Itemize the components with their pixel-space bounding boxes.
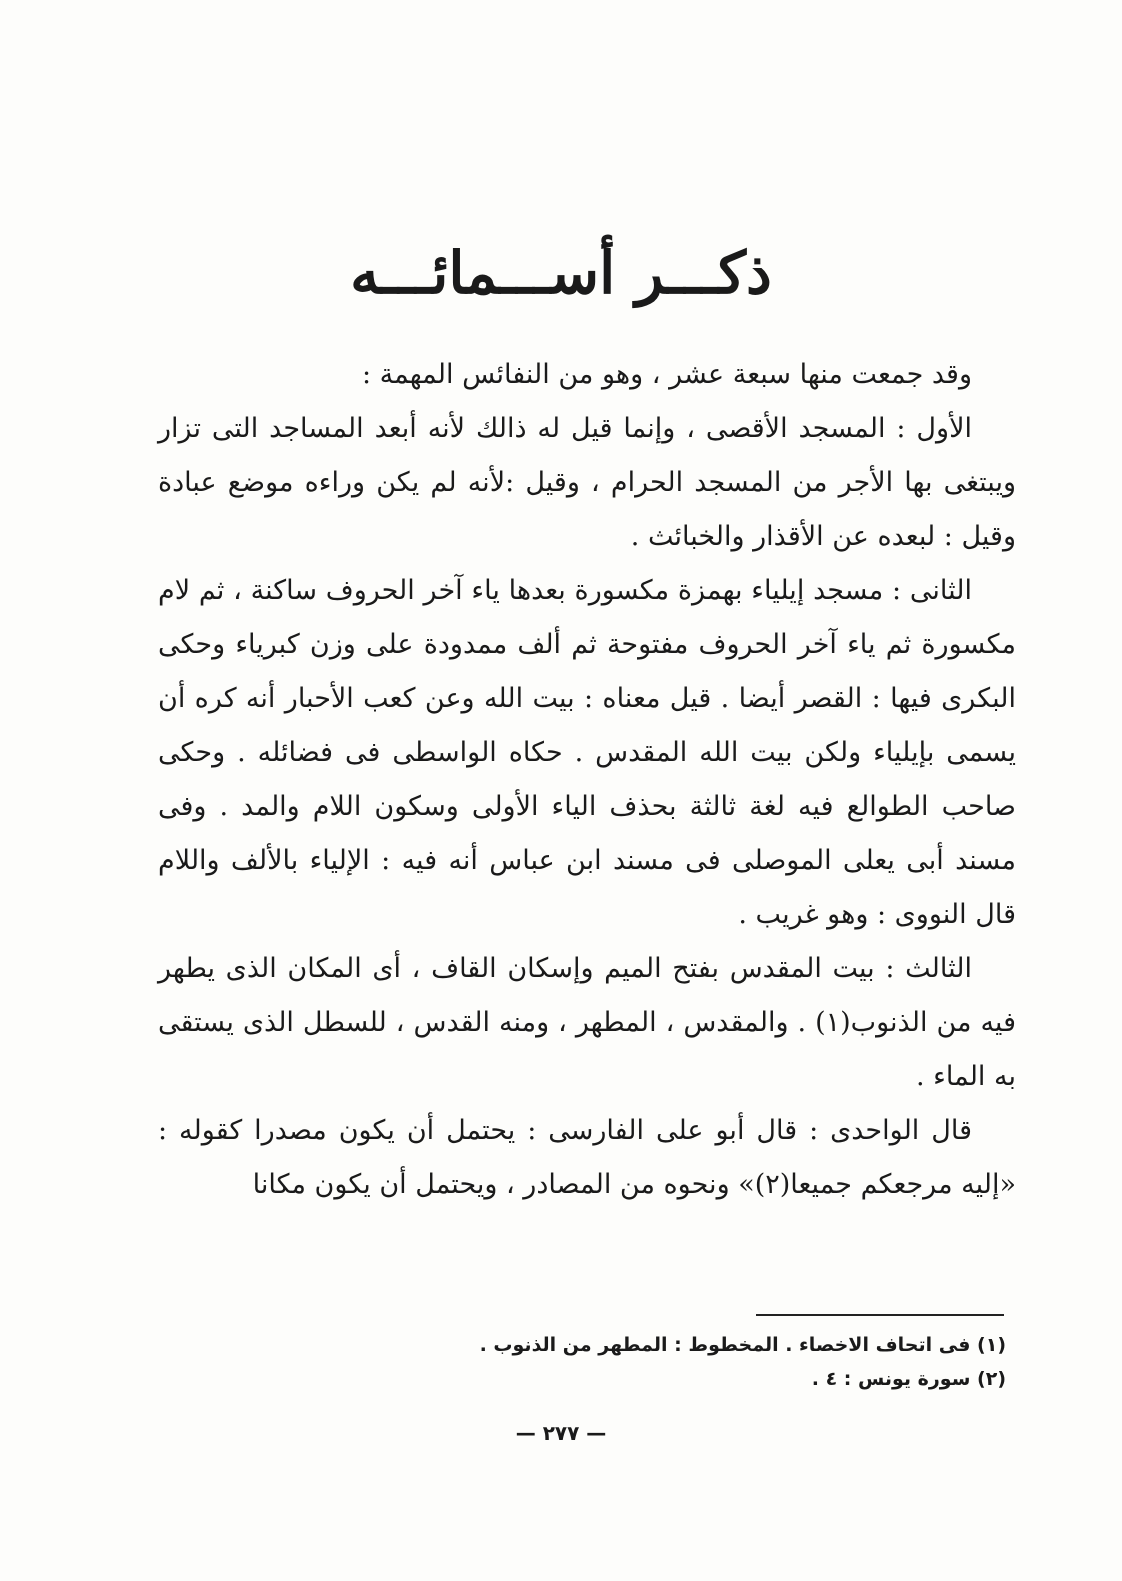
paragraph-second-name: الثانى : مسجد إيلياء بهمزة مكسورة بعدها ياء آخر الحروف ساكنة ، ثم لام مكسورة ثم ياء آخر الحروف مفتوحة ثم ألف ممدودة على وزن كبرياء وحكى البكرى فيها : القصر أيضا . قيل معناه : بيت الله وعن كعب الأحبار أنه كره أن يسمى بإيلياء ولكن بيت الله المقدس . حكاه الواسطى فى فضائله . وحكى صاحب الطوالع فيه لغة ثالثة بحذف الياء الأولى وسكون اللام والمد . وفى مسند أبى يعلى الموصلى فى مسند ابن عباس أنه فيه : الإلياء بالألف واللام قال النووى : وهو غريب . xyxy=(158,575,1016,930)
page-number: — ٢٧٧ — xyxy=(515,1421,607,1445)
page-title: ذكـــر أســـمائـــه xyxy=(350,239,772,307)
footnote-1: (١) فى اتحاف الاخصاء . المخطوط : المطهر من الذنوب . xyxy=(479,1334,1006,1356)
footnote-2: (٢) سورة يونس : ٤ . xyxy=(811,1368,1006,1390)
paragraph-third-name: الثالث : بيت المقدس بفتح الميم وإسكان القاف ، أى المكان الذى يطهر فيه من الذنوب(١) . والمقدس ، المطهر ، ومنه القدس ، للسطل الذى يستقى به الماء . xyxy=(158,953,1016,1092)
paragraph-first-name: الأول : المسجد الأقصى ، وإنما قيل له ذالك لأنه أبعد المساجد التى تزار ويبتغى بها الأجر من المسجد الحرام ، وقيل :لأنه لم يكن وراءه موضع عبادة وقيل : لبعده عن الأقذار والخبائث . xyxy=(158,413,1016,552)
main-text xyxy=(158,348,1016,1212)
paragraph-wahidi-quote: قال الواحدى : قال أبو على الفارسى : يحتمل أن يكون مصدرا كقوله : «إليه مرجعكم جميعا(٢)» ونحوه من المصادر ، ويحتمل أن يكون مكانا xyxy=(158,1115,1016,1200)
paragraph-intro: وقد جمعت منها سبعة عشر ، وهو من النفائس المهمة : xyxy=(361,359,972,390)
footnotes xyxy=(300,1328,1006,1396)
footnote-divider xyxy=(756,1314,1004,1316)
